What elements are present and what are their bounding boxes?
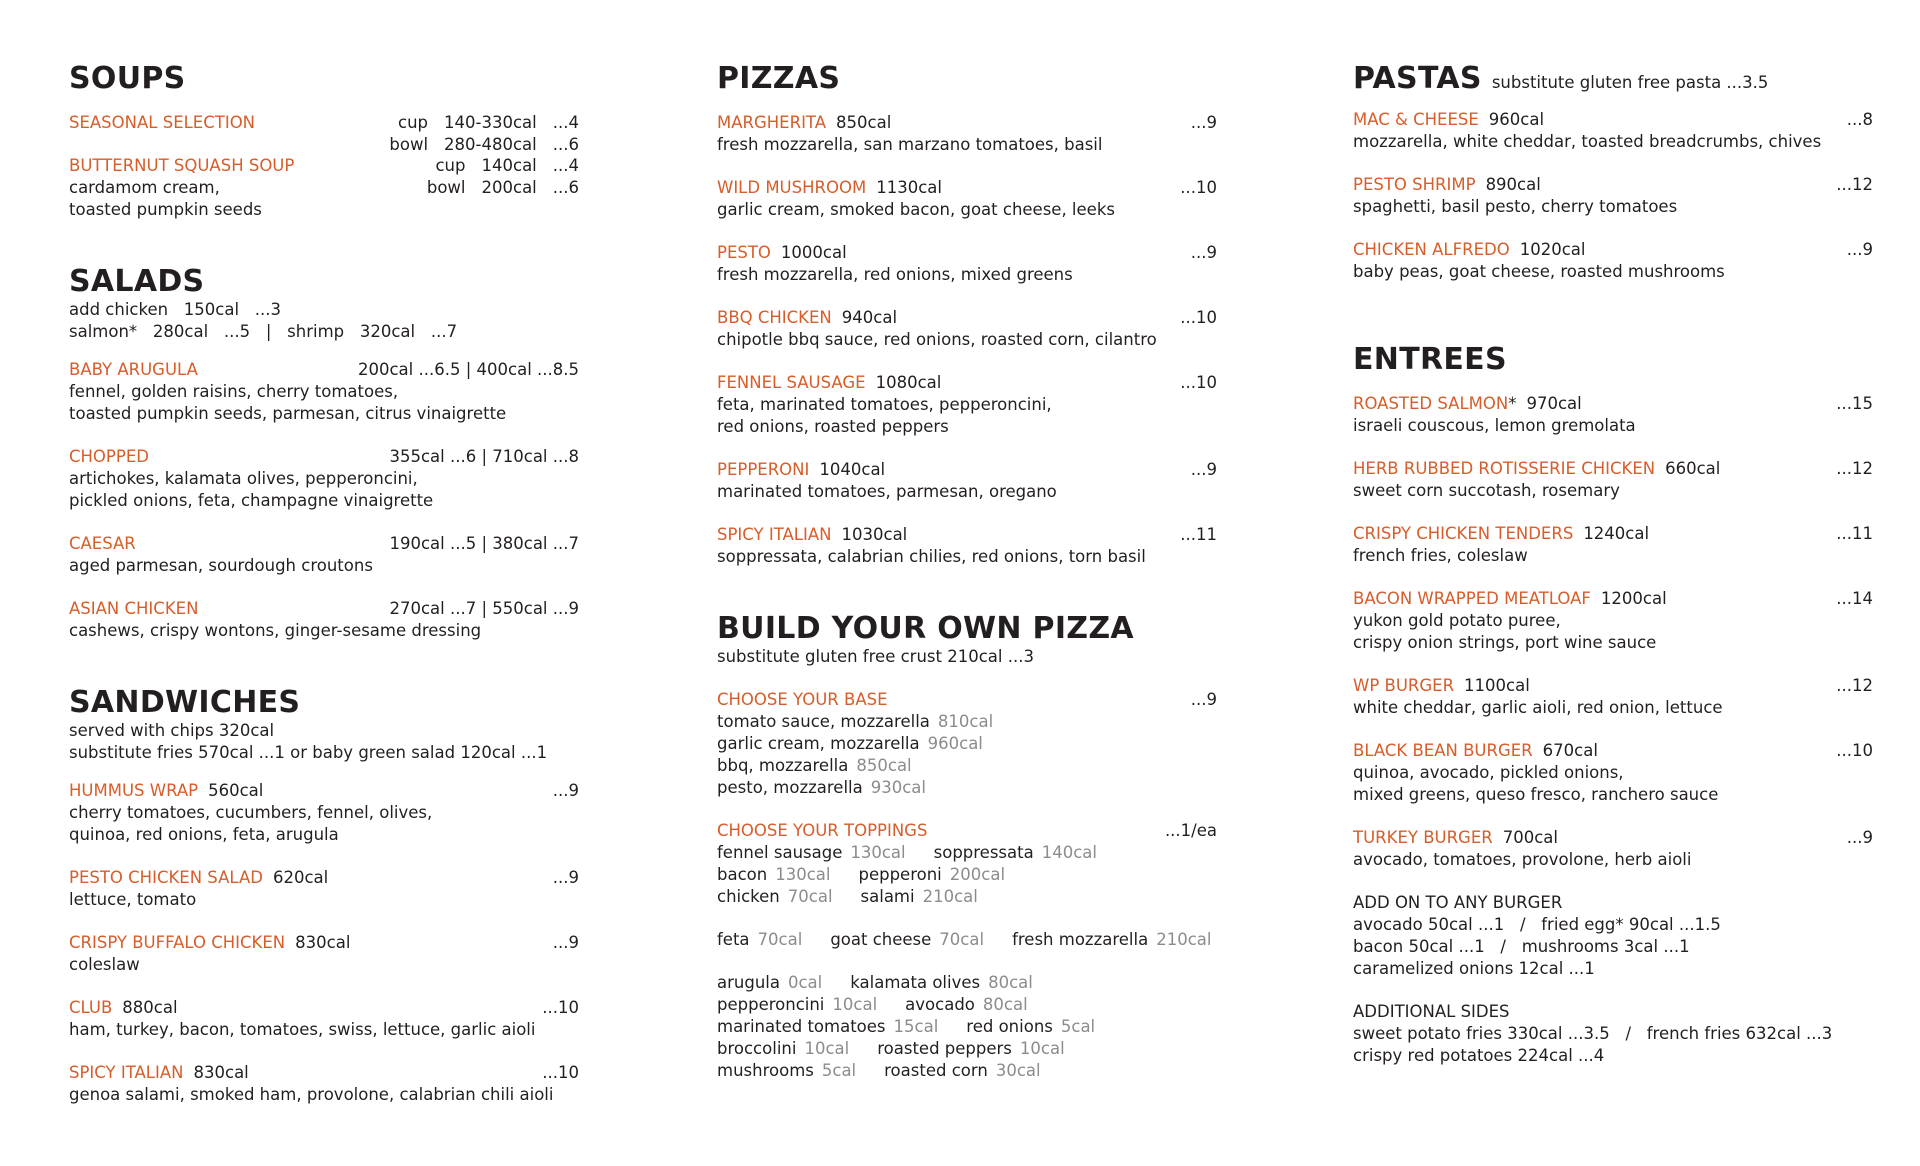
option-label: roasted peppers xyxy=(877,1039,1012,1058)
item-price: ...10 xyxy=(542,1063,579,1082)
section-title: PIZZAS xyxy=(717,61,841,96)
menu-item xyxy=(69,155,579,221)
menu-item xyxy=(69,997,579,1041)
topping-group xyxy=(717,929,1217,951)
topping-group xyxy=(717,972,1217,1082)
item-calories: 1000cal xyxy=(780,243,847,262)
section-notes xyxy=(69,299,579,343)
option-label: goat cheese xyxy=(830,930,932,949)
option-calories: 70cal xyxy=(787,887,833,906)
item-price: ...14 xyxy=(1836,589,1873,608)
item-price: ...12 xyxy=(1836,676,1873,695)
item-name: TURKEY BURGER xyxy=(1353,828,1493,847)
option-label: tomato sauce, mozzarella xyxy=(717,712,930,731)
option-label: fresh mozzarella xyxy=(1012,930,1149,949)
item-description: lettuce, tomato xyxy=(69,890,197,909)
section-note: substitute fries 570cal ...1 or baby green salad 120cal ...1 xyxy=(69,743,548,762)
option-label: red onions xyxy=(966,1017,1053,1036)
option-label: bbq, mozzarella xyxy=(717,756,849,775)
item-price: ...10 xyxy=(1180,308,1217,327)
item-description: quinoa, avocado, pickled onions, mixed greens, queso fresco, ranchero sauce xyxy=(1353,763,1719,804)
item-calories: 850cal xyxy=(836,113,892,132)
item-header xyxy=(1353,588,1873,610)
option-label: avocado xyxy=(905,995,975,1014)
option-size: cup xyxy=(435,156,466,175)
item-calories: 1100cal xyxy=(1464,676,1530,695)
item-description: israeli couscous, lemon gremolata xyxy=(1353,416,1636,435)
item-price: ...9 xyxy=(1846,240,1873,259)
item-description: artichokes, kalamata olives, pepperoncini, pickled onions, feta, champagne vinaigrette xyxy=(69,469,434,510)
option-line xyxy=(717,972,1217,994)
item-price: ...1/ea xyxy=(1164,821,1217,840)
option-label: marinated tomatoes xyxy=(717,1017,886,1036)
option-price: ...4 xyxy=(552,156,579,175)
option-calories: 930cal xyxy=(870,778,926,797)
item-name: SPICY ITALIAN xyxy=(69,1063,184,1082)
option-line xyxy=(717,1038,1217,1060)
item-name: BLACK BEAN BURGER xyxy=(1353,741,1533,760)
item-header xyxy=(69,1062,579,1084)
item-name: ASIAN CHICKEN xyxy=(69,599,199,618)
option-calories: 5cal xyxy=(821,1061,857,1080)
option-label: pesto, mozzarella xyxy=(717,778,863,797)
option-calories: 130cal xyxy=(850,843,906,862)
item-name: BABY ARUGULA xyxy=(69,360,198,379)
item-description: sweet corn succotash, rosemary xyxy=(1353,481,1620,500)
option-price: ...6 xyxy=(552,178,579,197)
item-price: ...9 xyxy=(552,933,579,952)
item-name: CAESAR xyxy=(69,534,136,553)
item-price: ...10 xyxy=(1836,741,1873,760)
option-price: ...6 xyxy=(552,135,579,154)
item-description: spaghetti, basil pesto, cherry tomatoes xyxy=(1353,197,1678,216)
item-price: ...9 xyxy=(1190,460,1217,479)
item-header xyxy=(69,997,579,1019)
menu-item xyxy=(1353,458,1873,502)
option-label: chicken xyxy=(717,887,780,906)
item-description: avocado, tomatoes, provolone, herb aioli xyxy=(1353,850,1692,869)
addon-block xyxy=(1353,1001,1873,1067)
item-name: MAC & CHEESE xyxy=(1353,110,1479,129)
addon-title: ADDITIONAL SIDES xyxy=(1353,1002,1510,1021)
item-calories: 830cal xyxy=(193,1063,249,1082)
menu-item xyxy=(717,459,1217,503)
menu-item xyxy=(1353,675,1873,719)
addon-block xyxy=(1353,892,1873,980)
option-line xyxy=(717,842,1217,864)
topping-group xyxy=(717,842,1217,908)
item-calories: 880cal xyxy=(122,998,178,1017)
item-header xyxy=(1353,827,1873,849)
item-price: ...11 xyxy=(1180,525,1217,544)
entrees-section xyxy=(1353,343,1873,1067)
section-note: substitute gluten free pasta ...3.5 xyxy=(1491,73,1769,92)
option-calories: 200cal xyxy=(949,865,1006,884)
menu-item xyxy=(69,359,579,425)
item-header xyxy=(1353,393,1873,415)
byo-toppings xyxy=(717,820,1217,1082)
option-label: feta xyxy=(717,930,750,949)
item-description: mozzarella, white cheddar, toasted breadcrumbs, chives xyxy=(1353,132,1822,151)
option-calories: 80cal xyxy=(982,995,1028,1014)
option-size: bowl xyxy=(426,178,466,197)
item-name: CLUB xyxy=(69,998,113,1017)
option-row xyxy=(411,155,579,177)
item-calories: 660cal xyxy=(1665,459,1721,478)
menu-item xyxy=(69,1062,579,1106)
item-price: 355cal ...6 | 710cal ...8 xyxy=(389,447,579,466)
option-cal: 280-480cal xyxy=(444,135,537,154)
item-calories: 1130cal xyxy=(876,178,942,197)
item-header xyxy=(1353,109,1873,131)
item-name: CRISPY CHICKEN TENDERS xyxy=(1353,524,1574,543)
item-list xyxy=(1353,109,1873,283)
item-header xyxy=(717,459,1217,481)
item-price: ...8 xyxy=(1846,110,1873,129)
item-price: ...9 xyxy=(552,868,579,887)
item-calories: 1200cal xyxy=(1600,589,1667,608)
item-name: CHOOSE YOUR BASE xyxy=(717,690,888,709)
option-label: salami xyxy=(860,887,915,906)
addon-line: bacon 50cal ...1 / mushrooms 3cal ...1 xyxy=(1353,937,1690,956)
item-name: CHOPPED xyxy=(69,447,149,466)
item-calories: 670cal xyxy=(1542,741,1598,760)
option-line xyxy=(717,711,1217,733)
item-price: ...9 xyxy=(552,781,579,800)
item-price: ...12 xyxy=(1836,459,1873,478)
item-description: coleslaw xyxy=(69,955,140,974)
item-description: cashews, crispy wontons, ginger-sesame dressing xyxy=(69,621,482,640)
item-calories: 560cal xyxy=(208,781,264,800)
item-header xyxy=(1353,174,1873,196)
option-price: ...4 xyxy=(552,113,579,132)
option-label: kalamata olives xyxy=(850,973,981,992)
item-header xyxy=(69,932,579,954)
option-size: cup xyxy=(398,113,429,132)
addon-line: caramelized onions 12cal ...1 xyxy=(1353,959,1595,978)
item-name: SEASONAL SELECTION xyxy=(69,113,256,132)
menu-column-right xyxy=(1353,62,1873,1111)
item-calories: 620cal xyxy=(272,868,329,887)
item-name: PESTO SHRIMP xyxy=(1353,175,1476,194)
item-description: ham, turkey, bacon, tomatoes, swiss, lettuce, garlic aioli xyxy=(69,1020,536,1039)
build-your-own-pizza-section xyxy=(717,612,1217,1082)
item-calories: 1080cal xyxy=(875,373,942,392)
soups-section xyxy=(69,62,579,221)
item-description: cherry tomatoes, cucumbers, fennel, olives, quinoa, red onions, feta, arugula xyxy=(69,803,433,844)
item-price: 270cal ...7 | 550cal ...9 xyxy=(389,599,579,618)
item-price: 200cal ...6.5 | 400cal ...8.5 xyxy=(357,360,579,379)
option-calories: 850cal xyxy=(856,756,912,775)
option-line xyxy=(717,1016,1217,1038)
item-header xyxy=(717,372,1217,394)
item-header xyxy=(1353,458,1873,480)
menu-item xyxy=(69,867,579,911)
menu-item xyxy=(1353,109,1873,153)
item-price: ...9 xyxy=(1190,113,1217,132)
option-calories: 70cal xyxy=(939,930,985,949)
menu-item xyxy=(1353,827,1873,871)
item-description: chipotle bbq sauce, red onions, roasted corn, cilantro xyxy=(717,330,1157,349)
option-calories: 140cal xyxy=(1041,843,1097,862)
item-calories: 1240cal xyxy=(1583,524,1650,543)
item-name: BBQ CHICKEN xyxy=(717,308,832,327)
option-calories: 15cal xyxy=(893,1017,939,1036)
menu-item xyxy=(1353,588,1873,654)
item-description: white cheddar, garlic aioli, red onion, lettuce xyxy=(1353,698,1723,717)
menu-item xyxy=(1353,740,1873,806)
section-title: SALADS xyxy=(69,264,205,299)
item-description: baby peas, goat cheese, roasted mushrooms xyxy=(1353,262,1725,281)
section-title: SANDWICHES xyxy=(69,685,301,720)
menu-item xyxy=(69,533,579,577)
item-name: PESTO xyxy=(717,243,771,262)
section-note: add chicken 150cal ...3 xyxy=(69,300,282,319)
option-calories: 80cal xyxy=(988,973,1033,992)
menu-item xyxy=(717,372,1217,438)
item-description: aged parmesan, sourdough croutons xyxy=(69,556,373,575)
menu-item xyxy=(717,524,1217,568)
item-name: PESTO CHICKEN SALAD xyxy=(69,868,263,887)
option-line xyxy=(717,886,1217,908)
option-cal: 140-330cal xyxy=(444,113,537,132)
item-name: CHICKEN ALFREDO xyxy=(1353,240,1510,259)
item-description: fennel, golden raisins, cherry tomatoes, toasted pumpkin seeds, parmesan, citrus vinaigrette xyxy=(69,382,507,423)
base-options xyxy=(717,711,1217,799)
option-label: fennel sausage xyxy=(717,843,843,862)
item-header xyxy=(717,307,1217,329)
menu-item xyxy=(69,112,579,154)
section-notes xyxy=(69,720,579,764)
menu-item xyxy=(1353,174,1873,218)
item-description: marinated tomatoes, parmesan, oregano xyxy=(717,482,1057,501)
item-description: soppressata, calabrian chilies, red onions, torn basil xyxy=(717,547,1146,566)
item-header xyxy=(1353,239,1873,261)
section-title: BUILD YOUR OWN PIZZA xyxy=(717,611,1134,646)
menu-item xyxy=(1353,523,1873,567)
option-label: pepperoni xyxy=(858,865,942,884)
section-title: PASTAS xyxy=(1353,61,1482,96)
item-list xyxy=(69,112,579,221)
item-price: ...15 xyxy=(1836,394,1873,413)
topping-groups xyxy=(717,842,1217,1082)
item-header xyxy=(1353,675,1873,697)
menu-item xyxy=(717,112,1217,156)
item-header xyxy=(69,867,579,889)
item-price: ...10 xyxy=(1180,373,1217,392)
item-header xyxy=(717,524,1217,546)
sandwiches-section xyxy=(69,686,579,1106)
item-calories: 890cal xyxy=(1485,175,1541,194)
item-name: FENNEL SAUSAGE xyxy=(717,373,866,392)
item-list xyxy=(69,359,579,642)
pizzas-section xyxy=(717,62,1217,568)
item-description: cardamom cream, toasted pumpkin seeds xyxy=(69,178,262,219)
option-label: broccolini xyxy=(717,1039,797,1058)
option-label: pepperoncini xyxy=(717,995,825,1014)
section-note: salmon* 280cal ...5 | shrimp 320cal ...7 xyxy=(69,322,458,341)
pastas-section xyxy=(1353,62,1873,283)
item-calories: 940cal xyxy=(841,308,898,327)
option-calories: 30cal xyxy=(995,1061,1041,1080)
item-calories: 1030cal xyxy=(841,525,908,544)
item-options xyxy=(411,155,579,199)
item-suffix: * xyxy=(1508,394,1517,413)
menu-column-left xyxy=(69,62,579,1150)
item-name: ROASTED SALMON xyxy=(1353,394,1509,413)
item-price: ...12 xyxy=(1836,175,1873,194)
option-calories: 70cal xyxy=(757,930,803,949)
item-name: MARGHERITA xyxy=(717,113,827,132)
option-label: soppressata xyxy=(933,843,1034,862)
item-description: garlic cream, smoked bacon, goat cheese, leeks xyxy=(717,200,1115,219)
addon-title: ADD ON TO ANY BURGER xyxy=(1353,893,1563,912)
menu-item xyxy=(1353,239,1873,283)
option-line xyxy=(717,864,1217,886)
item-price: ...11 xyxy=(1836,524,1873,543)
item-name: SPICY ITALIAN xyxy=(717,525,832,544)
menu-item xyxy=(69,932,579,976)
item-name: PEPPERONI xyxy=(717,460,810,479)
menu-item xyxy=(717,242,1217,286)
addon-line: sweet potato fries 330cal ...3.5 / french fries 632cal ...3 xyxy=(1353,1024,1833,1043)
addons xyxy=(1353,892,1873,1067)
section-title: SOUPS xyxy=(69,61,186,96)
item-header xyxy=(69,780,579,802)
item-price: ...10 xyxy=(542,998,579,1017)
item-header xyxy=(717,112,1217,134)
salads-section xyxy=(69,265,579,642)
item-calories: 970cal xyxy=(1526,394,1582,413)
option-label: roasted corn xyxy=(884,1061,988,1080)
menu-column-middle xyxy=(717,62,1217,1126)
option-calories: 10cal xyxy=(804,1039,850,1058)
menu-item xyxy=(1353,393,1873,437)
item-calories: 1040cal xyxy=(819,460,886,479)
option-line xyxy=(717,1060,1217,1082)
option-calories: 210cal xyxy=(1156,930,1212,949)
item-name: CHOOSE YOUR TOPPINGS xyxy=(717,821,928,840)
item-name: HUMMUS WRAP xyxy=(69,781,199,800)
option-cal: 200cal xyxy=(481,178,537,197)
option-line xyxy=(717,929,1217,951)
addon-line: avocado 50cal ...1 / fried egg* 90cal ...1.5 xyxy=(1353,915,1721,934)
option-calories: 130cal xyxy=(775,865,831,884)
menu-item xyxy=(69,598,579,642)
item-description: french fries, coleslaw xyxy=(1353,546,1528,565)
option-label: garlic cream, mozzarella xyxy=(717,734,920,753)
item-description: fresh mozzarella, san marzano tomatoes, basil xyxy=(717,135,1103,154)
item-calories: 1020cal xyxy=(1519,240,1586,259)
item-header xyxy=(1353,740,1873,762)
item-name: WP BURGER xyxy=(1353,676,1455,695)
option-row xyxy=(373,134,579,156)
item-name: WILD MUSHROOM xyxy=(717,178,867,197)
option-label: arugula xyxy=(717,973,780,992)
item-list xyxy=(717,112,1217,568)
item-options xyxy=(373,112,579,156)
section-note: substitute gluten free crust 210cal ...3 xyxy=(717,647,1034,666)
item-price: ...9 xyxy=(1190,690,1217,709)
section-title: ENTREES xyxy=(1353,342,1507,377)
option-cal: 140cal xyxy=(481,156,537,175)
menu-item xyxy=(717,307,1217,351)
option-row xyxy=(373,112,579,134)
addon-line: crispy red potatoes 224cal ...4 xyxy=(1353,1046,1605,1065)
option-line xyxy=(717,777,1217,799)
item-name: CRISPY BUFFALO CHICKEN xyxy=(69,933,286,952)
option-line xyxy=(717,755,1217,777)
option-calories: 210cal xyxy=(922,887,978,906)
item-header xyxy=(717,177,1217,199)
menu-item xyxy=(717,177,1217,221)
item-calories: 960cal xyxy=(1488,110,1545,129)
item-description: fresh mozzarella, red onions, mixed greens xyxy=(717,265,1073,284)
item-name: HERB RUBBED ROTISSERIE CHICKEN xyxy=(1353,459,1656,478)
item-price: ...9 xyxy=(1190,243,1217,262)
option-line xyxy=(717,733,1217,755)
item-list xyxy=(1353,393,1873,871)
item-calories: 830cal xyxy=(295,933,351,952)
byo-base xyxy=(717,689,1217,799)
section-note: served with chips 320cal xyxy=(69,721,275,740)
option-calories: 0cal xyxy=(787,973,823,992)
option-calories: 10cal xyxy=(832,995,878,1014)
option-line xyxy=(717,994,1217,1016)
option-calories: 810cal xyxy=(937,712,994,731)
menu-item xyxy=(69,780,579,846)
option-row xyxy=(411,177,579,199)
item-price: 190cal ...5 | 380cal ...7 xyxy=(389,534,579,553)
item-description: feta, marinated tomatoes, pepperoncini, red onions, roasted peppers xyxy=(717,395,1052,436)
item-header xyxy=(717,242,1217,264)
menu-item xyxy=(69,446,579,512)
item-description: genoa salami, smoked ham, provolone, calabrian chili aioli xyxy=(69,1085,554,1104)
option-calories: 5cal xyxy=(1060,1017,1096,1036)
option-calories: 960cal xyxy=(927,734,983,753)
item-name: BUTTERNUT SQUASH SOUP xyxy=(69,156,295,175)
option-label: mushrooms xyxy=(717,1061,814,1080)
item-name: BACON WRAPPED MEATLOAF xyxy=(1353,589,1591,608)
option-calories: 10cal xyxy=(1019,1039,1065,1058)
item-header xyxy=(1353,523,1873,545)
option-size: bowl xyxy=(389,135,429,154)
item-price: ...10 xyxy=(1180,178,1217,197)
item-list xyxy=(69,780,579,1106)
item-calories: 700cal xyxy=(1502,828,1558,847)
option-label: bacon xyxy=(717,865,768,884)
item-description: yukon gold potato puree, crispy onion strings, port wine sauce xyxy=(1353,611,1657,652)
item-price: ...9 xyxy=(1846,828,1873,847)
